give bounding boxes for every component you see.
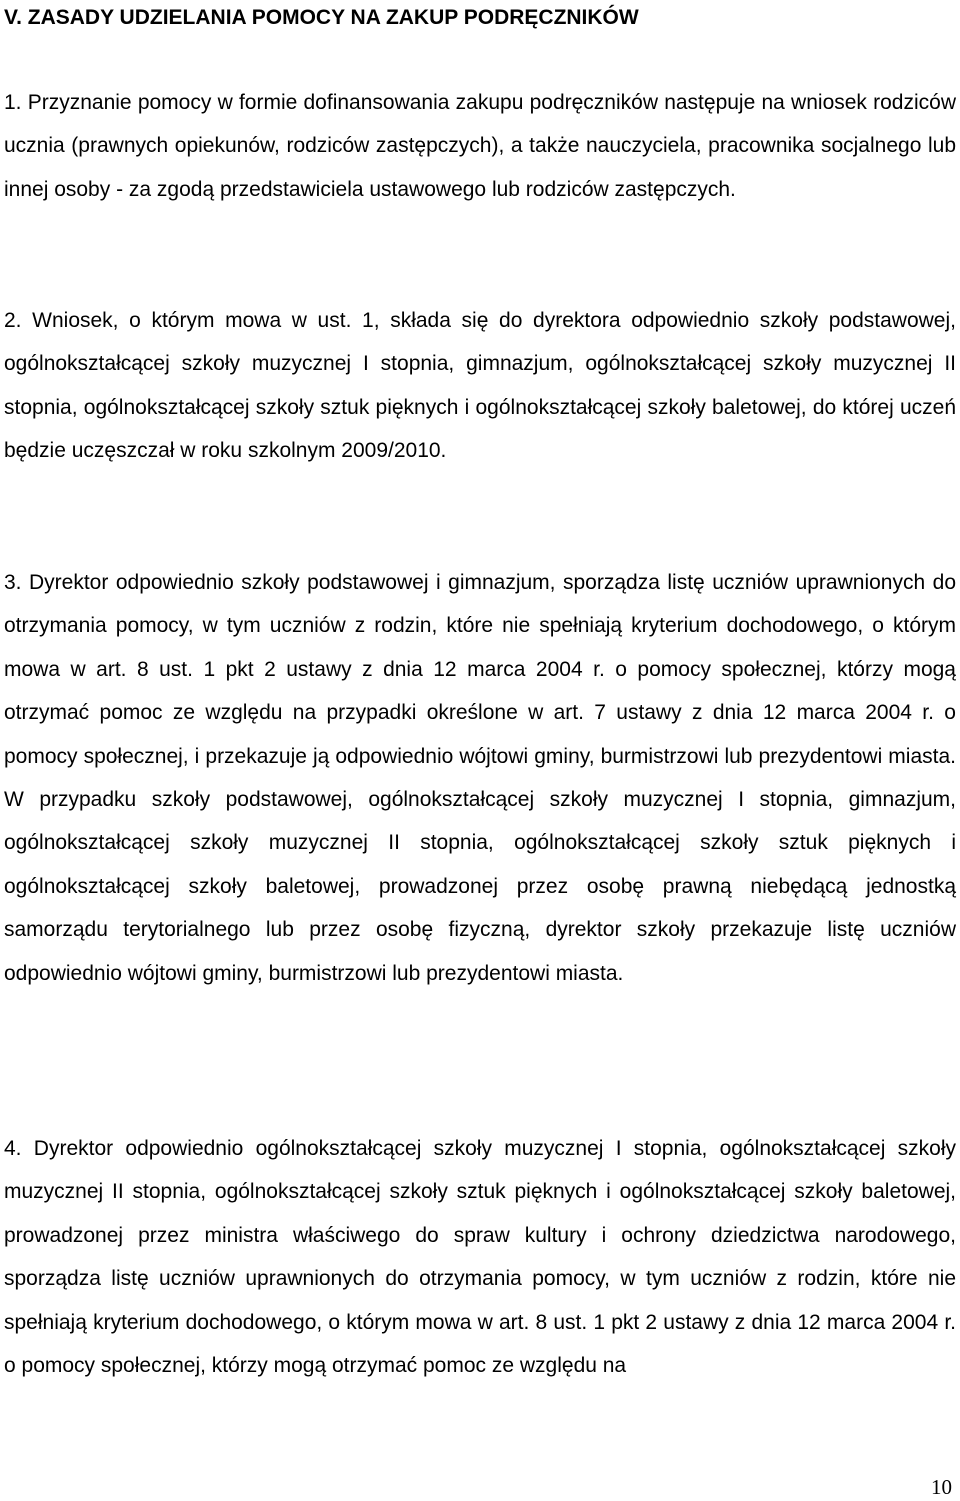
paragraph-4: 4. Dyrektor odpowiednio ogólnokształcącej szkoły muzycznej I stopnia, ogólnokształcącej szkoły muzycznej II stopnia, ogólnokształcącej szkoły sztuk pięknych i ogólnokształcącej szkoły baletowej, prowadzonej przez ministra właściwego do spraw kultury i ochrony dziedzictwa narodowego, sporządza listę uczniów uprawnionych do otrzymania pomocy, w tym uczniów z rodzin, które nie spełniają kryterium dochodowego, o którym mowa w art. 8 ust. 1 pkt 2 ustawy z dnia 12 marca 2004 r. o pomocy społecznej, którzy mogą otrzymać pomoc ze względu na: [4, 1137, 956, 1378]
paragraph-2: 2. Wniosek, o którym mowa w ust. 1, składa się do dyrektora odpowiednio szkoły podstawowej, ogólnokształcącej szkoły muzycznej I stopnia, gimnazjum, ogólnokształcącej szkoły muzycznej II stopnia, ogólnokształcącej szkoły sztuk pięknych i ogólnokształcącej szkoły baletowej, do której uczeń będzie uczęszczał w roku szkolnym 2009/2010.: [4, 309, 956, 463]
paragraph-1: 1. Przyznanie pomocy w formie dofinansowania zakupu podręczników następuje na wniosek rodziców ucznia (prawnych opiekunów, rodziców zastępczych), a także nauczyciela, pracownika socjalnego lub innej osoby - za zgodą przedstawiciela ustawowego lub rodziców zastępczych.: [4, 91, 956, 201]
page-number: 10: [931, 1475, 952, 1499]
paragraph-3: 3. Dyrektor odpowiednio szkoły podstawowej i gimnazjum, sporządza listę uczniów uprawnionych do otrzymania pomocy, w tym uczniów z rodzin, które nie spełniają kryterium dochodowego, o którym mowa w art. 8 ust. 1 pkt 2 ustawy z dnia 12 marca 2004 r. o pomocy społecznej, którzy mogą otrzymać pomoc ze względu na przypadki określone w art. 7 ustawy z dnia 12 marca 2004 r. o pomocy społecznej, i przekazuje ją odpowiednio wójtowi gminy, burmistrzowi lub prezydentowi miasta. W przypadku szkoły podstawowej, ogólnokształcącej szkoły muzycznej I stopnia, gimnazjum, ogólnokształcącej szkoły muzycznej II stopnia, ogólnokształcącej szkoły sztuk pięknych i ogólnokształcącej szkoły baletowej, prowadzonej przez osobę prawną niebędącą jednostką samorządu terytorialnego lub przez osobę fizyczną, dyrektor szkoły przekazuje listę uczniów odpowiednio wójtowi gminy, burmistrzowi lub prezydentowi miasta.: [4, 571, 956, 985]
section-heading: V. ZASADY UDZIELANIA POMOCY NA ZAKUP PODRĘCZNIKÓW: [4, 6, 639, 29]
